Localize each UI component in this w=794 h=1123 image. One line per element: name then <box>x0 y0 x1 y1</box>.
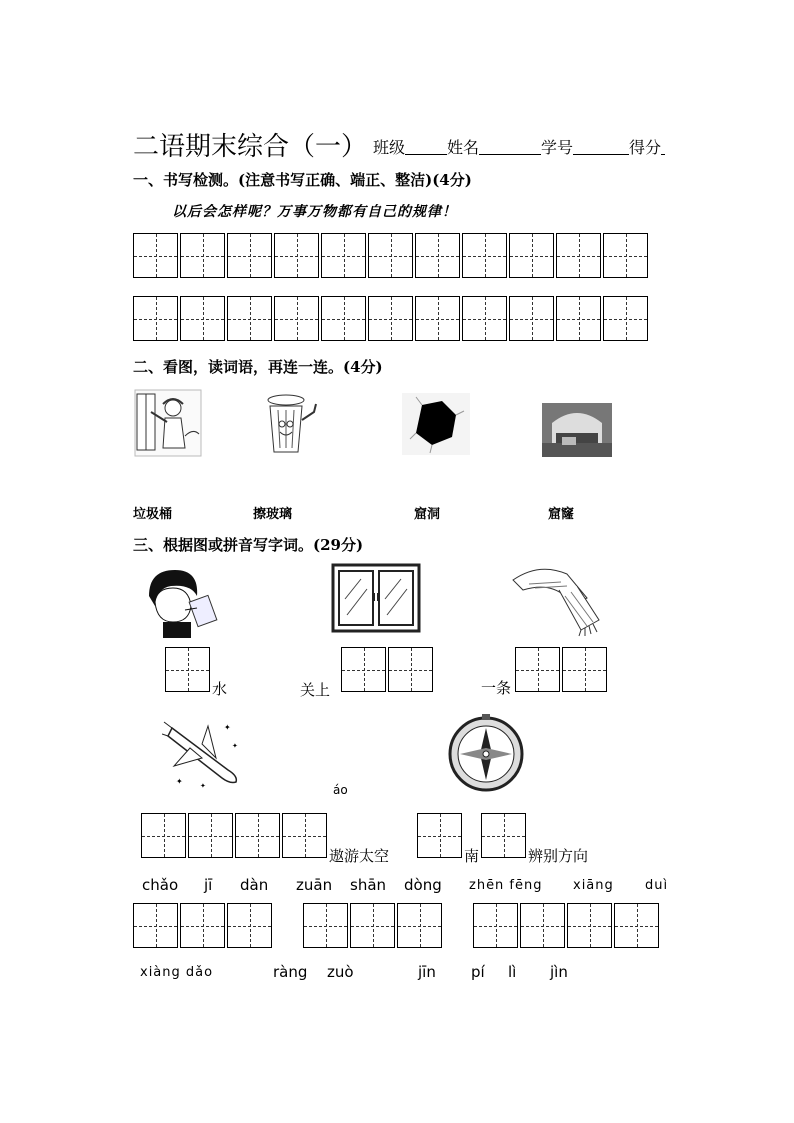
writing-box[interactable] <box>282 813 327 858</box>
writing-grid-row-2 <box>133 296 648 341</box>
writing-box[interactable] <box>462 233 507 278</box>
writing-grid-row-1 <box>133 233 648 278</box>
pinyin-boxes-3 <box>473 903 659 948</box>
pinyin-zhenfeng: zhēn fēng <box>469 878 543 893</box>
trash-can-picture <box>258 390 330 458</box>
fill-3-prefix: 一条 <box>481 679 512 697</box>
pinyin-dui: duì <box>645 878 669 893</box>
writing-box[interactable] <box>415 233 460 278</box>
writing-box[interactable] <box>350 903 395 948</box>
writing-box[interactable] <box>180 233 225 278</box>
fill-1-suffix: 水 <box>212 680 228 698</box>
score-field[interactable] <box>661 140 665 155</box>
fill-5-suffix: 辨别方向 <box>528 847 589 865</box>
writing-box[interactable] <box>481 813 526 858</box>
pinyin-jin: jīn <box>418 963 436 981</box>
drinking-water-picture <box>141 566 229 638</box>
pinyin-boxes-1 <box>133 903 272 948</box>
writing-box[interactable] <box>321 296 366 341</box>
class-field[interactable] <box>405 140 447 155</box>
word-option-3: 窟洞 <box>414 507 441 522</box>
writing-box[interactable] <box>462 296 507 341</box>
writing-box[interactable] <box>388 647 433 692</box>
word-option-4: 窟窿 <box>548 507 575 522</box>
name-field[interactable] <box>479 140 541 155</box>
pinyin-shan: shān <box>350 876 387 894</box>
fill-boxes-4 <box>141 813 327 858</box>
pinyin-chao: chǎo <box>142 876 179 894</box>
writing-box[interactable] <box>235 813 280 858</box>
number-label: 学号 <box>541 138 574 157</box>
fill-4-suffix: 遨游太空 <box>329 847 390 865</box>
cave-room-picture <box>542 403 612 457</box>
svg-text:✦: ✦ <box>200 782 206 790</box>
svg-text:✦: ✦ <box>176 777 183 786</box>
writing-box[interactable] <box>509 233 554 278</box>
writing-box[interactable] <box>321 233 366 278</box>
writing-box[interactable] <box>180 903 225 948</box>
fill-boxes-3 <box>515 647 607 692</box>
pinyin-rang: ràng <box>273 963 308 981</box>
fill-5-mid: 南 <box>464 847 480 865</box>
writing-box[interactable] <box>133 296 178 341</box>
section1-heading: 一、书写检测。(注意书写正确、端正、整洁)(4分) <box>133 171 472 189</box>
scarf-picture <box>509 560 601 638</box>
writing-box[interactable] <box>227 903 272 948</box>
writing-box[interactable] <box>368 233 413 278</box>
section3-heading: 三、根据图或拼音写字词。(29分) <box>133 536 364 554</box>
pinyin-boxes-2 <box>303 903 442 948</box>
fill-2-prefix: 关上 <box>300 681 331 699</box>
section2-heading: 二、看图，读词语，再连一连。(4分) <box>133 358 383 376</box>
writing-box[interactable] <box>603 296 648 341</box>
tone-hint: áo <box>333 783 348 797</box>
writing-box[interactable] <box>188 813 233 858</box>
writing-box[interactable] <box>614 903 659 948</box>
writing-box[interactable] <box>556 296 601 341</box>
writing-box[interactable] <box>556 233 601 278</box>
writing-box[interactable] <box>417 813 462 858</box>
word-option-1: 垃圾桶 <box>133 507 173 522</box>
pinyin-zuan: zuān <box>296 876 333 894</box>
writing-box[interactable] <box>227 296 272 341</box>
pinyin-dong: dòng <box>404 876 442 894</box>
writing-box[interactable] <box>567 903 612 948</box>
writing-box[interactable] <box>165 647 210 692</box>
pinyin-pi: pí <box>471 963 485 981</box>
writing-box[interactable] <box>133 903 178 948</box>
number-field[interactable] <box>573 140 629 155</box>
space-shuttle-picture <box>162 718 244 792</box>
writing-box[interactable] <box>397 903 442 948</box>
pinyin-zuo: zuò <box>327 963 354 981</box>
writing-box[interactable] <box>227 233 272 278</box>
writing-box[interactable] <box>562 647 607 692</box>
fill-boxes-2 <box>341 647 433 692</box>
writing-box[interactable] <box>303 903 348 948</box>
student-info-line <box>373 135 665 158</box>
pinyin-ji: jī <box>204 876 213 894</box>
writing-box[interactable] <box>415 296 460 341</box>
writing-box[interactable] <box>509 296 554 341</box>
copy-sentence: 以后会怎样呢？万事万物都有自己的规律！ <box>172 204 457 220</box>
svg-text:✦: ✦ <box>232 742 238 750</box>
pinyin-jin-2: jìn <box>550 963 568 981</box>
pinyin-li: lì <box>508 963 517 981</box>
writing-box[interactable] <box>368 296 413 341</box>
window-picture <box>331 563 421 633</box>
fill-boxes-5b <box>481 813 526 858</box>
page-title: 二语期末综合（一） <box>133 132 368 162</box>
class-label: 班级 <box>373 138 406 157</box>
name-label: 姓名 <box>447 138 480 157</box>
hole-picture <box>402 393 470 455</box>
writing-box[interactable] <box>274 233 319 278</box>
compass-picture <box>444 712 530 796</box>
fill-boxes-5a <box>417 813 462 858</box>
writing-box[interactable] <box>520 903 565 948</box>
writing-box[interactable] <box>180 296 225 341</box>
window-cleaning-picture <box>133 388 203 458</box>
pinyin-xiangdao: xiàng dǎo <box>140 965 214 980</box>
writing-box[interactable] <box>603 233 648 278</box>
writing-box[interactable] <box>141 813 186 858</box>
writing-box[interactable] <box>473 903 518 948</box>
writing-box[interactable] <box>341 647 386 692</box>
writing-box[interactable] <box>133 233 178 278</box>
fill-boxes-1 <box>165 647 210 692</box>
writing-box[interactable] <box>274 296 319 341</box>
pinyin-dan: dàn <box>240 876 269 894</box>
pinyin-xiang: xiāng <box>573 878 614 893</box>
writing-box[interactable] <box>515 647 560 692</box>
word-option-2: 擦玻璃 <box>253 507 293 522</box>
svg-text:✦: ✦ <box>224 723 231 732</box>
score-label: 得分 <box>629 138 662 157</box>
